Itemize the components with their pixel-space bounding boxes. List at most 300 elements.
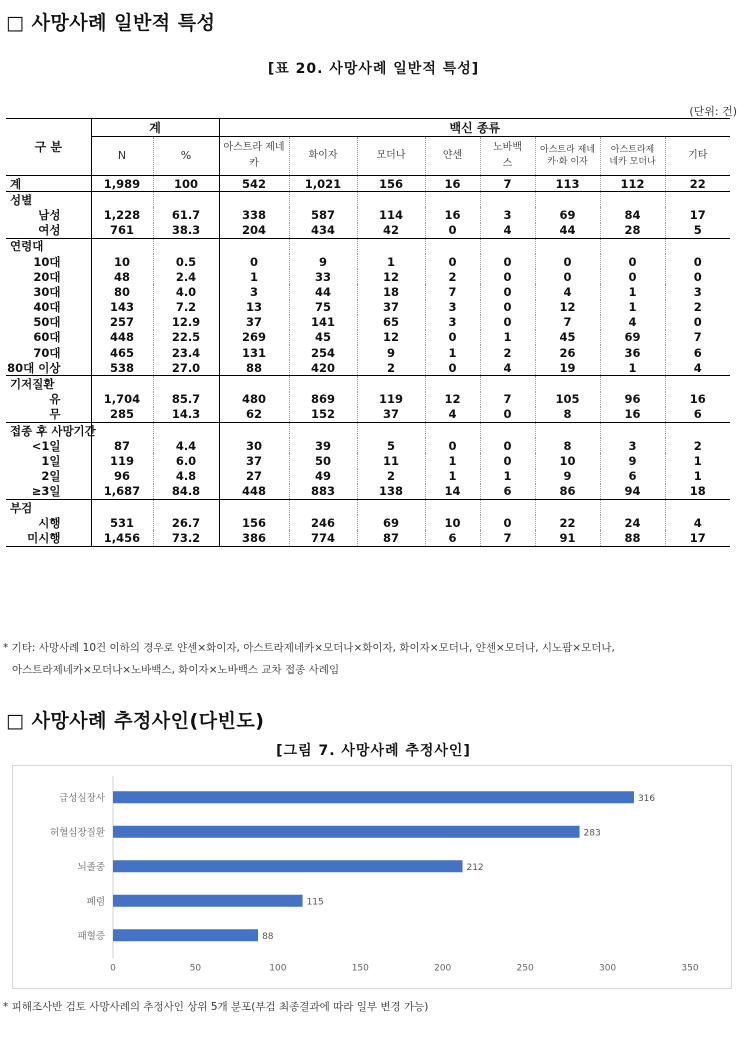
group-title: 접종 후 사망기간 [6,423,91,439]
table-cell: 91 [535,530,600,546]
table-cell: 448 [219,484,289,500]
data-label: 316 [637,793,656,804]
table-cell: 37 [357,300,425,315]
table-cell: 114 [357,207,425,222]
category-label: 패혈증 [77,930,105,942]
table-cell: 5 [357,438,425,453]
row-label: 미시행 [6,530,91,546]
table-cell: 883 [289,484,357,500]
table-row [6,284,730,299]
row-label: 유 [49,392,61,407]
table-cell: 6 [480,484,535,500]
table-cell: 16 [600,407,665,423]
table-cell: 0 [425,330,480,345]
empty-cell [153,376,219,392]
table-cell: 16 [425,176,480,192]
table-cell: 204 [219,223,289,239]
table-cell: 45 [289,330,357,345]
header-gubun: 구 분 [6,119,91,176]
data-label: 88 [262,931,274,942]
table-cell: 9 [357,345,425,360]
row-label: 2일 [41,469,61,484]
empty-cell [535,423,600,439]
section-title-general: □ 사망사례 일반적 특성 [6,12,216,34]
table-cell: 10 [535,453,600,468]
table-cell: 434 [289,223,357,239]
table-cell: 100 [153,176,219,192]
empty-cell [425,423,480,439]
empty-cell [665,192,730,208]
table-cell: 4 [480,360,535,376]
table-cell: 96 [91,469,153,484]
table-cell: 7 [480,176,535,192]
row-label: 20대 [33,269,61,284]
empty-cell [289,238,357,254]
table-cell: 0 [480,300,535,315]
table-cell: 13 [219,300,289,315]
table-row [6,407,730,423]
table-cell: 0 [535,254,600,269]
table-cell: 0 [480,269,535,284]
table-cell: 12 [425,392,480,407]
empty-cell [91,423,153,439]
table-cell: 69 [535,207,600,222]
table-cell: 22 [535,515,600,530]
table-cell: 2 [665,438,730,453]
table-cell: 4 [600,315,665,330]
category-label: 허혈심장질환 [49,827,105,839]
empty-cell [357,238,425,254]
x-tick-label: 50 [189,963,202,974]
table-cell: 8 [535,438,600,453]
x-tick-label: 150 [351,963,369,974]
table-cell: 0.5 [153,254,219,269]
table-cell: 16 [425,207,480,222]
table-cell: 23.4 [153,345,219,360]
table-cell: 2 [357,360,425,376]
table-cell: 22 [665,176,730,192]
empty-cell [480,192,535,208]
empty-cell [425,376,480,392]
table-cell: 3 [219,284,289,299]
table-cell: 3 [665,284,730,299]
table-cell: 22.5 [153,330,219,345]
table-cell: 88 [219,360,289,376]
table-cell: 4 [425,407,480,423]
empty-cell [480,238,535,254]
group-title: 부검 [6,499,91,515]
empty-cell [357,499,425,515]
empty-cell [91,376,153,392]
table-cell: 88 [600,530,665,546]
table-cell: 50 [289,453,357,468]
table-cell: 3 [480,207,535,222]
empty-cell [665,238,730,254]
table-cell: 87 [357,530,425,546]
table-cell: 12.9 [153,315,219,330]
table-row [6,223,730,239]
table-cell: 12 [357,330,425,345]
table-cell: 119 [357,392,425,407]
data-label: 115 [306,897,324,908]
table-cell: 16 [665,392,730,407]
table-cell: 84 [600,207,665,222]
table-cell: 84.8 [153,484,219,500]
table-cell: 28 [600,223,665,239]
table-cell: 5 [665,223,730,239]
table-cell: 465 [91,345,153,360]
table-cell: 0 [480,254,535,269]
data-label: 212 [466,862,484,873]
table-cell: 0 [480,284,535,299]
table-cell: 2 [665,300,730,315]
table-cell: 3 [425,315,480,330]
header-novavax: 노바백스 [480,137,535,176]
table-cell: 1 [425,469,480,484]
empty-cell [425,192,480,208]
table-cell: 338 [219,207,289,222]
table-row [6,345,730,360]
table-cell: 44 [535,223,600,239]
table-cell: 42 [357,223,425,239]
figure-note: * 피해조사반 검토 사망사례의 추정사인 상위 5개 분포(부검 최종결과에 따라 일부 변경 가능) [3,1001,429,1013]
table-cell: 143 [91,300,153,315]
group-title-row [6,376,730,392]
table-cell: 1 [480,469,535,484]
bar-1 [113,791,634,803]
table-cell: 45 [535,330,600,345]
row-label: 시행 [38,515,61,530]
empty-cell [665,499,730,515]
header-janssen: 얀센 [425,137,480,176]
table-cell: 152 [289,407,357,423]
table-cell: 1,228 [91,207,153,222]
table-cell: 26.7 [153,515,219,530]
table-cell: 542 [219,176,289,192]
section-title-causes: □ 사망사례 추정사인(다빈도) [6,710,265,732]
table-cell: 4.0 [153,284,219,299]
table-cell: 0 [425,360,480,376]
x-tick-label: 100 [269,963,287,974]
table-cell: 49 [289,469,357,484]
empty-cell [535,376,600,392]
table-cell: 869 [289,392,357,407]
row-label: 70대 [33,345,61,360]
table-cell: 11 [357,453,425,468]
table-cell: 246 [289,515,357,530]
table-row [6,438,730,453]
table-row [6,254,730,269]
table-cell: 4 [665,360,730,376]
empty-cell [600,423,665,439]
empty-cell [153,423,219,439]
table-cell: 10 [425,515,480,530]
table-row [6,392,730,407]
x-tick-label: 200 [434,963,452,974]
table-row [6,360,730,376]
table-cell: 0 [480,453,535,468]
cause-bar-chart [13,766,731,988]
group-title-row [6,499,730,515]
group-title-row [6,192,730,208]
table-row [6,207,730,222]
table-cell: 9 [600,453,665,468]
empty-cell [425,238,480,254]
header-pct: % [153,137,219,176]
table-cell: 62 [219,407,289,423]
table-cell: 0 [480,315,535,330]
empty-cell [535,499,600,515]
table-cell: 2 [425,269,480,284]
table-cell: 1,989 [91,176,153,192]
table-cell: 0 [600,254,665,269]
table-cell: 4.8 [153,469,219,484]
row-label: 50대 [33,315,61,330]
table-cell: 36 [600,345,665,360]
x-tick-label: 0 [110,963,116,974]
table-cell: 3 [425,300,480,315]
table-cell: 1 [600,360,665,376]
table-cell: 1 [600,284,665,299]
header-pfizer: 화이자 [289,137,357,176]
table-cell: 14.3 [153,407,219,423]
empty-cell [219,192,289,208]
table-cell: 6 [665,345,730,360]
row-label: ≥3일 [31,484,61,499]
table-cell: 1 [480,330,535,345]
table-cell: 6.0 [153,453,219,468]
table-cell: 156 [357,176,425,192]
row-label: 1일 [41,453,61,468]
table-caption: [표 20. 사망사례 일반적 특성] [267,61,480,77]
table-cell: 27.0 [153,360,219,376]
table-cell: 38.3 [153,223,219,239]
header-vaccine-type: 백신 종류 [219,119,730,137]
table-cell: 587 [289,207,357,222]
figure-caption: [그림 7. 사망사례 추정사인] [276,743,471,759]
empty-cell [480,376,535,392]
table-cell: 538 [91,360,153,376]
empty-cell [480,423,535,439]
table-cell: 7.2 [153,300,219,315]
table-cell: 0 [600,269,665,284]
table-cell: 80 [91,284,153,299]
empty-cell [289,423,357,439]
group-title: 연령대 [6,238,91,254]
table-cell: 0 [480,515,535,530]
data-label: 283 [583,828,601,839]
header-other: 기타 [665,137,730,176]
table-cell: 4 [665,515,730,530]
empty-cell [425,499,480,515]
table-note-line2: 아스트라제네카×모더나×노바백스, 화이자×노바백스 교차 접종 사례임 [12,664,340,676]
table-cell: 69 [600,330,665,345]
bar-4 [113,895,303,907]
table-row [6,269,730,284]
x-tick-label: 250 [516,963,534,974]
table-cell: 531 [91,515,153,530]
row-label: 여성 [38,223,61,238]
group-title-row [6,238,730,254]
empty-cell [91,499,153,515]
row-label: 계 [6,176,91,192]
table-cell: 33 [289,269,357,284]
table-cell: 37 [357,407,425,423]
table-cell: 1 [357,254,425,269]
table-cell: 480 [219,392,289,407]
row-label: 30대 [33,284,61,299]
empty-cell [153,499,219,515]
table-cell: 131 [219,345,289,360]
table-cell: 4 [535,284,600,299]
table-cell: 4 [480,223,535,239]
table-cell: 18 [665,484,730,500]
table-cell: 86 [535,484,600,500]
empty-cell [480,499,535,515]
table-cell: 1 [425,453,480,468]
row-label: 10대 [33,254,61,269]
table-cell: 2 [480,345,535,360]
table-row [6,330,730,345]
header-moderna: 모더나 [357,137,425,176]
table-cell: 18 [357,284,425,299]
table-cell: 1,687 [91,484,153,500]
table-cell: 14 [425,484,480,500]
table-cell: 0 [665,315,730,330]
death-cases-table [6,118,730,547]
table-cell: 1 [425,345,480,360]
table-cell: 0 [219,254,289,269]
header-total: 계 [91,119,219,137]
table-row [6,176,730,192]
empty-cell [357,192,425,208]
table-cell: 30 [219,438,289,453]
header-astra: 아스트라 제네카 [219,137,289,176]
category-label: 뇌졸중 [77,861,105,873]
table-cell: 87 [91,438,153,453]
table-cell: 26 [535,345,600,360]
category-label: 폐렴 [86,896,105,908]
table-cell: 269 [219,330,289,345]
empty-cell [289,376,357,392]
empty-cell [535,238,600,254]
empty-cell [600,192,665,208]
table-cell: 9 [289,254,357,269]
table-cell: 48 [91,269,153,284]
table-cell: 7 [535,315,600,330]
empty-cell [535,192,600,208]
table-cell: 0 [425,438,480,453]
table-cell: 774 [289,530,357,546]
table-cell: 141 [289,315,357,330]
table-row [6,453,730,468]
table-cell: 0 [535,269,600,284]
table-cell: 156 [219,515,289,530]
table-cell: 257 [91,315,153,330]
category-label: 급성심장사 [59,792,105,804]
table-cell: 65 [357,315,425,330]
table-cell: 61.7 [153,207,219,222]
table-cell: 7 [480,392,535,407]
table-cell: 24 [600,515,665,530]
table-row [6,315,730,330]
table-row [6,484,730,500]
table-cell: 113 [535,176,600,192]
empty-cell [91,192,153,208]
table-cell: 6 [600,469,665,484]
table-cell: 1,021 [289,176,357,192]
table-cell: 0 [425,254,480,269]
table-cell: 761 [91,223,153,239]
table-cell: 1 [665,469,730,484]
empty-cell [219,238,289,254]
table-cell: 75 [289,300,357,315]
group-title: 기저질환 [6,376,91,392]
header-n: N [91,137,153,176]
table-row [6,300,730,315]
table-cell: 6 [665,407,730,423]
header-az-moderna: 아스트라제 네카 모더나 [600,137,665,176]
empty-cell [153,238,219,254]
table-cell: 1,704 [91,392,153,407]
table-cell: 254 [289,345,357,360]
table-cell: 8 [535,407,600,423]
empty-cell [289,499,357,515]
table-cell: 7 [480,530,535,546]
table-cell: 1 [219,269,289,284]
empty-cell [357,376,425,392]
table-cell: 0 [480,438,535,453]
row-label: 40대 [33,300,61,315]
table-cell: 19 [535,360,600,376]
row-label: 60대 [33,330,61,345]
bar-3 [113,860,462,872]
table-cell: 17 [665,207,730,222]
table-cell: 37 [219,315,289,330]
table-cell: 7 [425,284,480,299]
group-title: 성별 [6,192,91,208]
table-cell: 2 [357,469,425,484]
table-cell: 0 [665,254,730,269]
empty-cell [665,376,730,392]
header-az-pfizer: 아스트라 제네카·화 이자 [535,137,600,176]
table-cell: 85.7 [153,392,219,407]
table-row [6,530,730,546]
table-cell: 448 [91,330,153,345]
table-cell: 0 [425,223,480,239]
table-cell: 27 [219,469,289,484]
table-cell: 420 [289,360,357,376]
table-cell: 119 [91,453,153,468]
empty-cell [357,423,425,439]
chart-container [12,765,732,989]
table-cell: 12 [357,269,425,284]
unit-label: (단위: 건) [689,105,737,118]
table-cell: 386 [219,530,289,546]
table-cell: 0 [480,407,535,423]
table-cell: 1 [665,453,730,468]
row-label: 무 [49,407,61,422]
table-cell: 285 [91,407,153,423]
table-note-line1: * 기타: 사망사례 10건 이하의 경우로 얀센×화이자, 아스트라제네카×모더나×화이자, 화이자×모더나, 얀센×모더나, 시노팜×모더나, [3,642,615,654]
empty-cell [219,376,289,392]
x-tick-label: 350 [681,963,699,974]
bar-2 [113,826,580,838]
table-cell: 12 [535,300,600,315]
table-cell: 112 [600,176,665,192]
row-label: <1일 [31,438,61,453]
table-cell: 17 [665,530,730,546]
